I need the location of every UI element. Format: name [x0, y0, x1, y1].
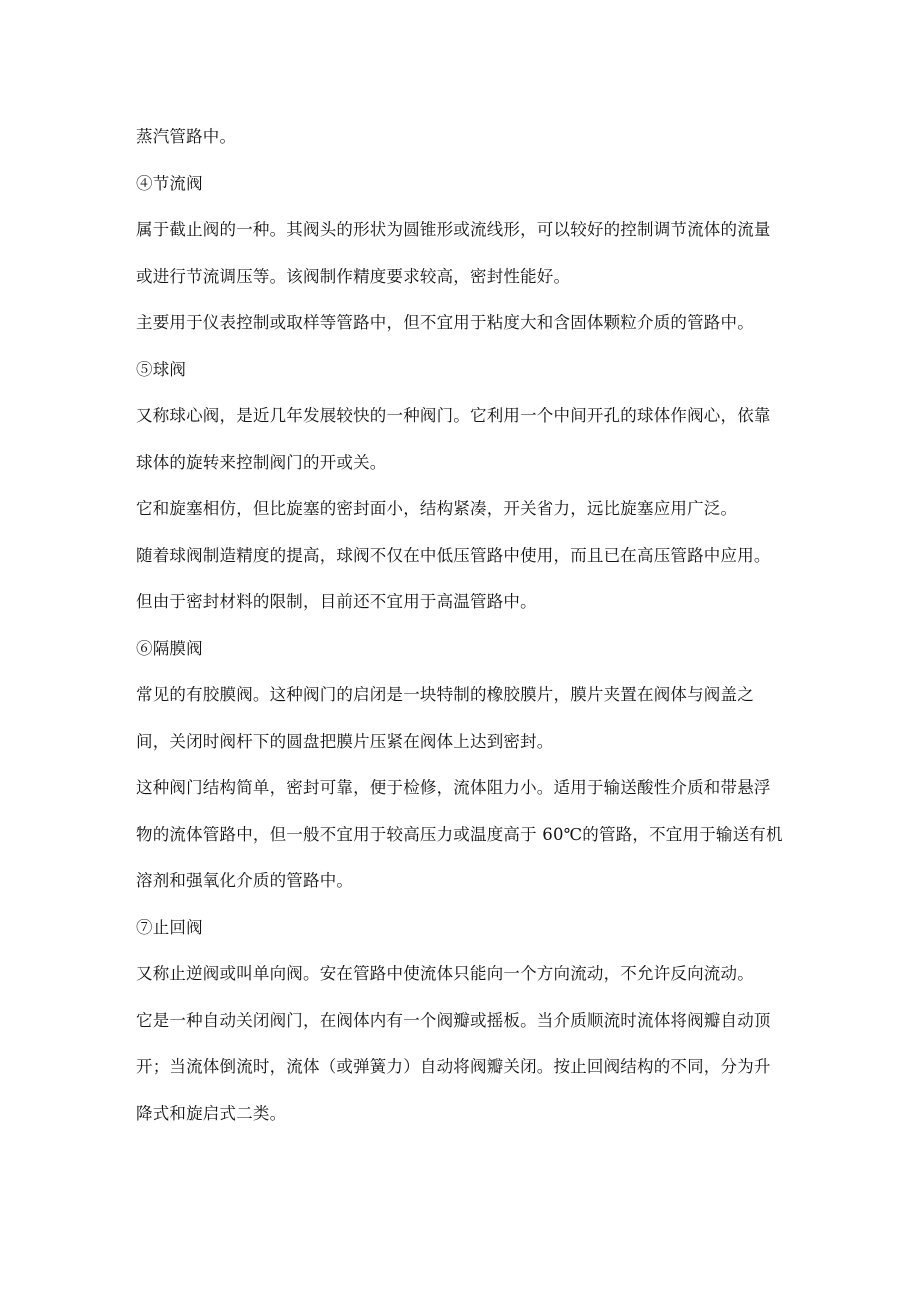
- text-line: 属于截止阀的一种。其阀头的形状为圆锥形或流线形，可以较好的控制调节流体的流量: [136, 220, 771, 239]
- text-line: 又称止逆阀或叫单向阀。安在管路中使流体只能向一个方向流动，不允许反向流动。: [136, 964, 754, 983]
- section-heading-check-valve: ⑦止回阀: [136, 917, 203, 937]
- section-heading-diaphragm-valve: ⑥隔膜阀: [136, 638, 203, 658]
- text-line: 它是一种自动关闭阀门，在阀体内有一个阀瓣或摇板。当介质顺流时流体将阀瓣自动顶: [136, 1010, 771, 1030]
- text-line: 溶剂和强氧化介质的管路中。: [136, 871, 354, 890]
- text-line: 物的流体管路中，但一般不宜用于较高压力或温度高于 60℃的管路，不宜用于输送有机: [136, 824, 783, 844]
- text-line: 这种阀门结构简单，密封可靠，便于检修，流体阻力小。适用于输送酸性介质和带悬浮: [136, 778, 771, 797]
- text-line: 常见的有胶膜阀。这种阀门的启闭是一块特制的橡胶膜片，膜片夹置在阀体与阀盖之: [136, 685, 754, 704]
- text-line: 又称球心阀，是近几年发展较快的一种阀门。它利用一个中间开孔的球体作阀心，依靠: [136, 406, 771, 425]
- text-line: 但由于密封材料的限制，目前还不宜用于高温管路中。: [136, 592, 537, 611]
- text-line: 主要用于仪表控制或取样等管路中，但不宜用于粘度大和含固体颗粒介质的管路中。: [136, 313, 754, 332]
- text-line: 它和旋塞相仿，但比旋塞的密封面小，结构紧凑，开关省力，远比旋塞应用广泛。: [136, 499, 738, 518]
- document-body: [136, 114, 796, 1137]
- text-line: 开；当流体倒流时，流体（或弹簧力）自动将阀瓣关闭。按止回阀结构的不同，分为升: [136, 1057, 771, 1076]
- section-heading-ball-valve: ⑤球阀: [136, 359, 187, 379]
- section-heading-throttle-valve: ④节流阀: [136, 173, 203, 193]
- text-line: 或进行节流调压等。该阀制作精度要求较高，密封性能好。: [136, 266, 571, 286]
- text-line: 降式和旋启式二类。: [136, 1103, 287, 1123]
- text-line: 随着球阀制造精度的提高，球阀不仅在中低压管路中使用，而且已在高压管路中应用。: [136, 545, 771, 565]
- text-line: 间，关闭时阀杆下的圆盘把膜片压紧在阀体上达到密封。: [136, 731, 554, 751]
- text-line: 蒸汽管路中。: [136, 127, 237, 146]
- text-line: 球体的旋转来控制阀门的开或关。: [136, 452, 387, 472]
